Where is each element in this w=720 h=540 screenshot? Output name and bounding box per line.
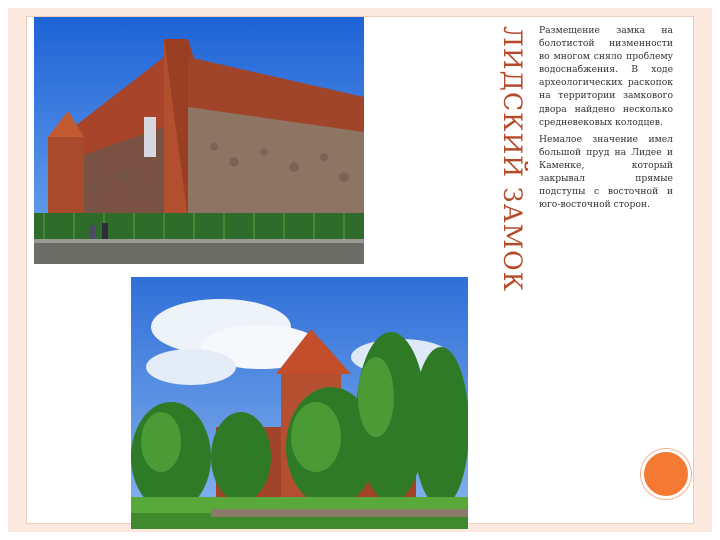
page-title: ЛИДСКИЙ ЗАМОК: [498, 26, 527, 292]
frame-top: [8, 8, 712, 16]
paragraph-2: Немалое значение имел большой пруд на Лидее и Каменке, который закрывал прямые подступы с восточной и юго-восточной сторон.: [539, 133, 673, 211]
castle-tower-photo: [131, 277, 468, 529]
castle-wall-photo: [34, 17, 364, 264]
frame-left: [8, 8, 26, 532]
accent-circle: [641, 449, 691, 499]
body-text: [539, 24, 673, 215]
paragraph-1: Размещение замка на болотистой низменности во многом сняло проблему водоснабжения. В ходе археологических раскопок на территории замкового двора найдено несколько средневековых колодцев.: [539, 25, 673, 128]
frame-right: [694, 8, 712, 532]
